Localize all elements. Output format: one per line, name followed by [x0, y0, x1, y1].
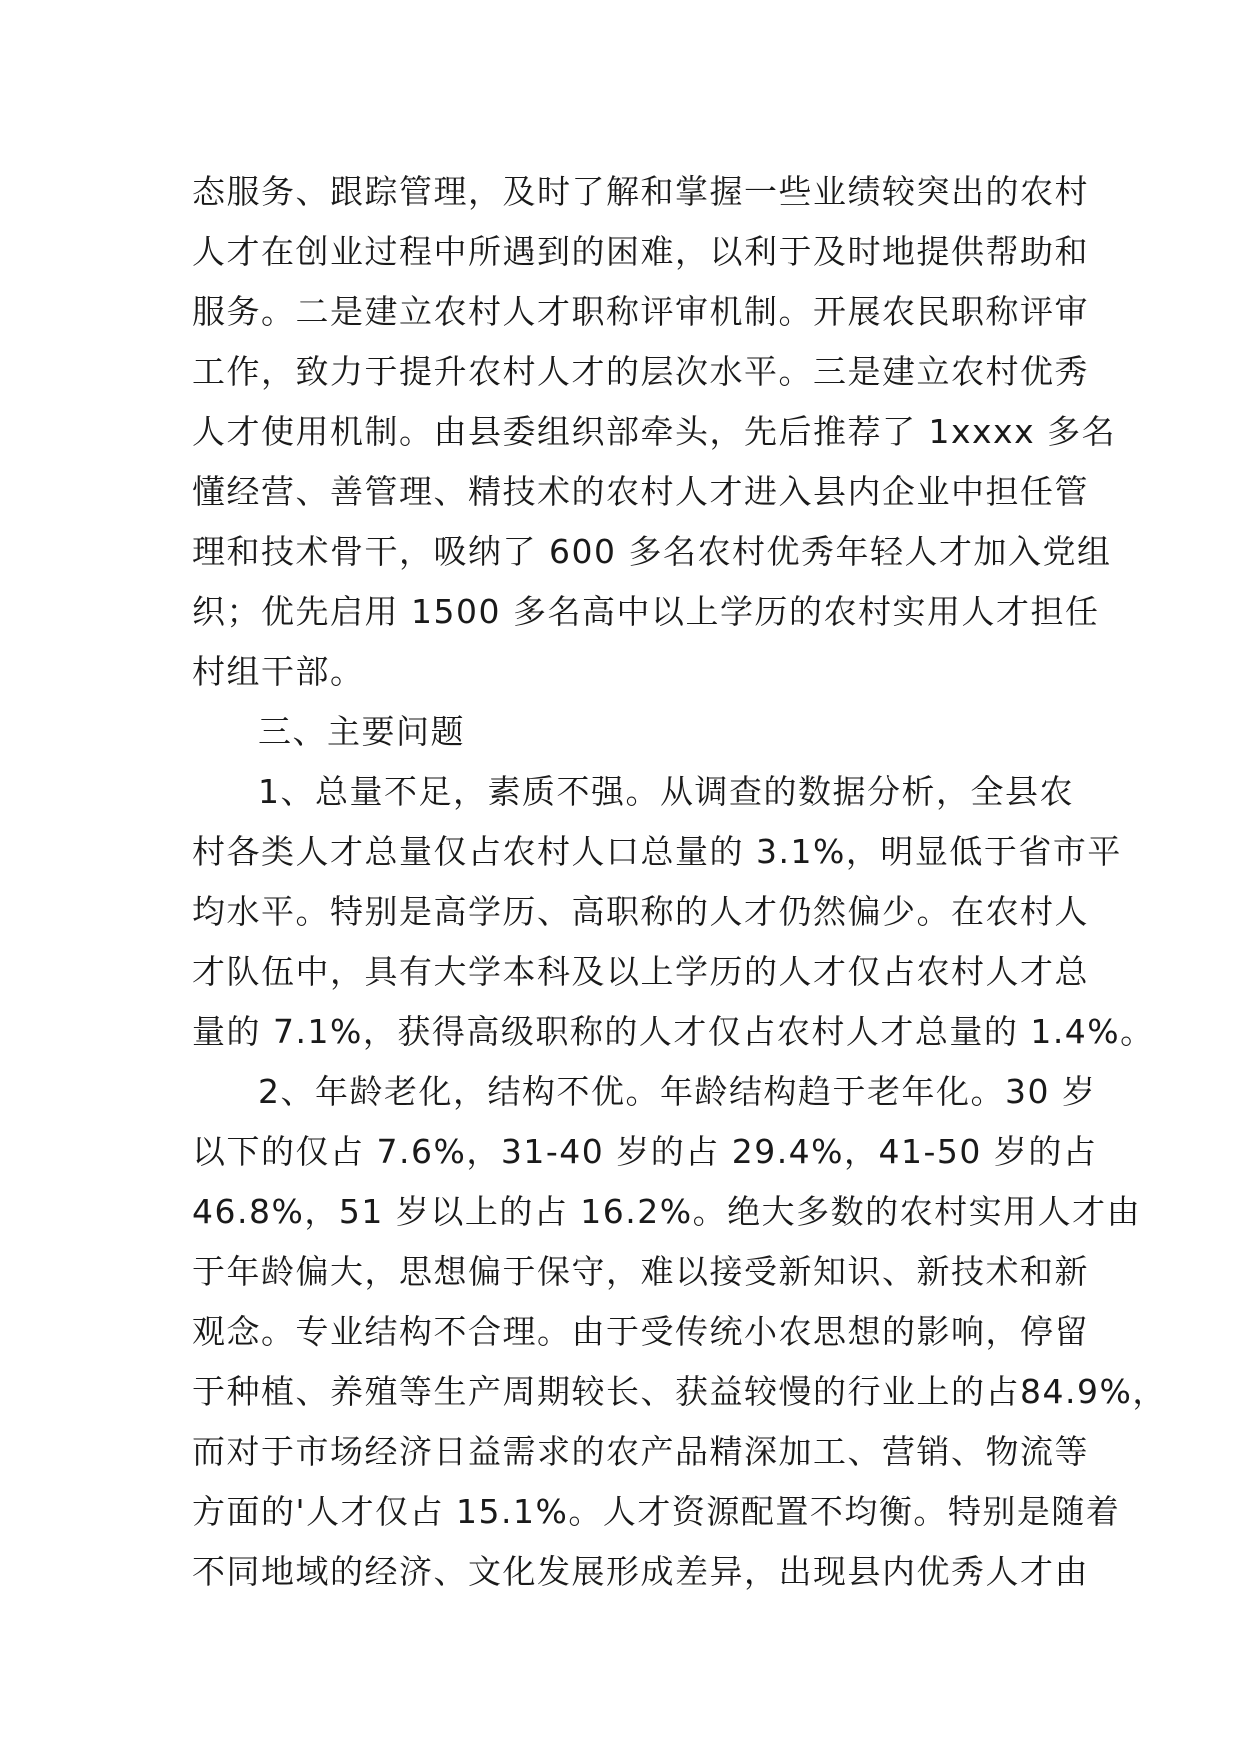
- text-line: 才队伍中，具有大学本科及以上学历的人才仅占农村人才总: [192, 952, 1089, 991]
- text-line: 工作，致力于提升农村人才的层次水平。三是建立农村优秀: [192, 352, 1089, 391]
- text-line: 人才在创业过程中所遇到的困难，以利于及时地提供帮助和: [192, 232, 1089, 271]
- text-line: 不同地域的经济、文化发展形成差异，出现县内优秀人才由: [192, 1552, 1089, 1591]
- text-line: 观念。专业结构不合理。由于受传统小农思想的影响，停留: [192, 1312, 1089, 1351]
- text-line: 人才使用机制。由县委组织部牵头，先后推荐了 1xxxx 多名: [192, 412, 1117, 451]
- text-line: 懂经营、善管理、精技术的农村人才进入县内企业中担任管: [192, 472, 1089, 511]
- text-line: 以下的仅占 7.6%，31-40 岁的占 29.4%，41-50 岁的占: [192, 1132, 1098, 1171]
- text-line: 而对于市场经济日益需求的农产品精深加工、营销、物流等: [192, 1432, 1089, 1471]
- text-line: 方面的'人才仅占 15.1%。人才资源配置不均衡。特别是随着: [192, 1492, 1121, 1531]
- text-line: 织；优先启用 1500 多名高中以上学历的农村实用人才担任: [192, 592, 1100, 631]
- text-line: 均水平。特别是高学历、高职称的人才仍然偏少。在农村人: [192, 892, 1089, 931]
- text-line: 量的 7.1%，获得高级职称的人才仅占农村人才总量的 1.4%。: [192, 1012, 1155, 1051]
- text-line: 于种植、养殖等生产周期较长、获益较慢的行业上的占84.9%，: [192, 1372, 1167, 1411]
- paragraph-start: 1、总量不足，素质不强。从调查的数据分析，全县农: [258, 772, 1074, 811]
- text-line: 服务。二是建立农村人才职称评审机制。开展农民职称评审: [192, 292, 1089, 331]
- body-text: [192, 162, 1167, 1602]
- text-line: 于年龄偏大，思想偏于保守，难以接受新知识、新技术和新: [192, 1252, 1089, 1291]
- text-line: 村组干部。: [192, 652, 365, 691]
- text-line: 46.8%，51 岁以上的占 16.2%。绝大多数的农村实用人才由: [192, 1192, 1142, 1231]
- paragraph-start: 2、年龄老化，结构不优。年龄结构趋于老年化。30 岁: [258, 1072, 1097, 1111]
- text-line: 态服务、跟踪管理，及时了解和掌握一些业绩较突出的农村: [192, 172, 1089, 211]
- section-heading: 三、主要问题: [258, 712, 465, 751]
- text-line: 理和技术骨干，吸纳了 600 多名农村优秀年轻人才加入党组: [192, 532, 1112, 571]
- text-line: 村各类人才总量仅占农村人口总量的 3.1%，明显低于省市平: [192, 832, 1122, 871]
